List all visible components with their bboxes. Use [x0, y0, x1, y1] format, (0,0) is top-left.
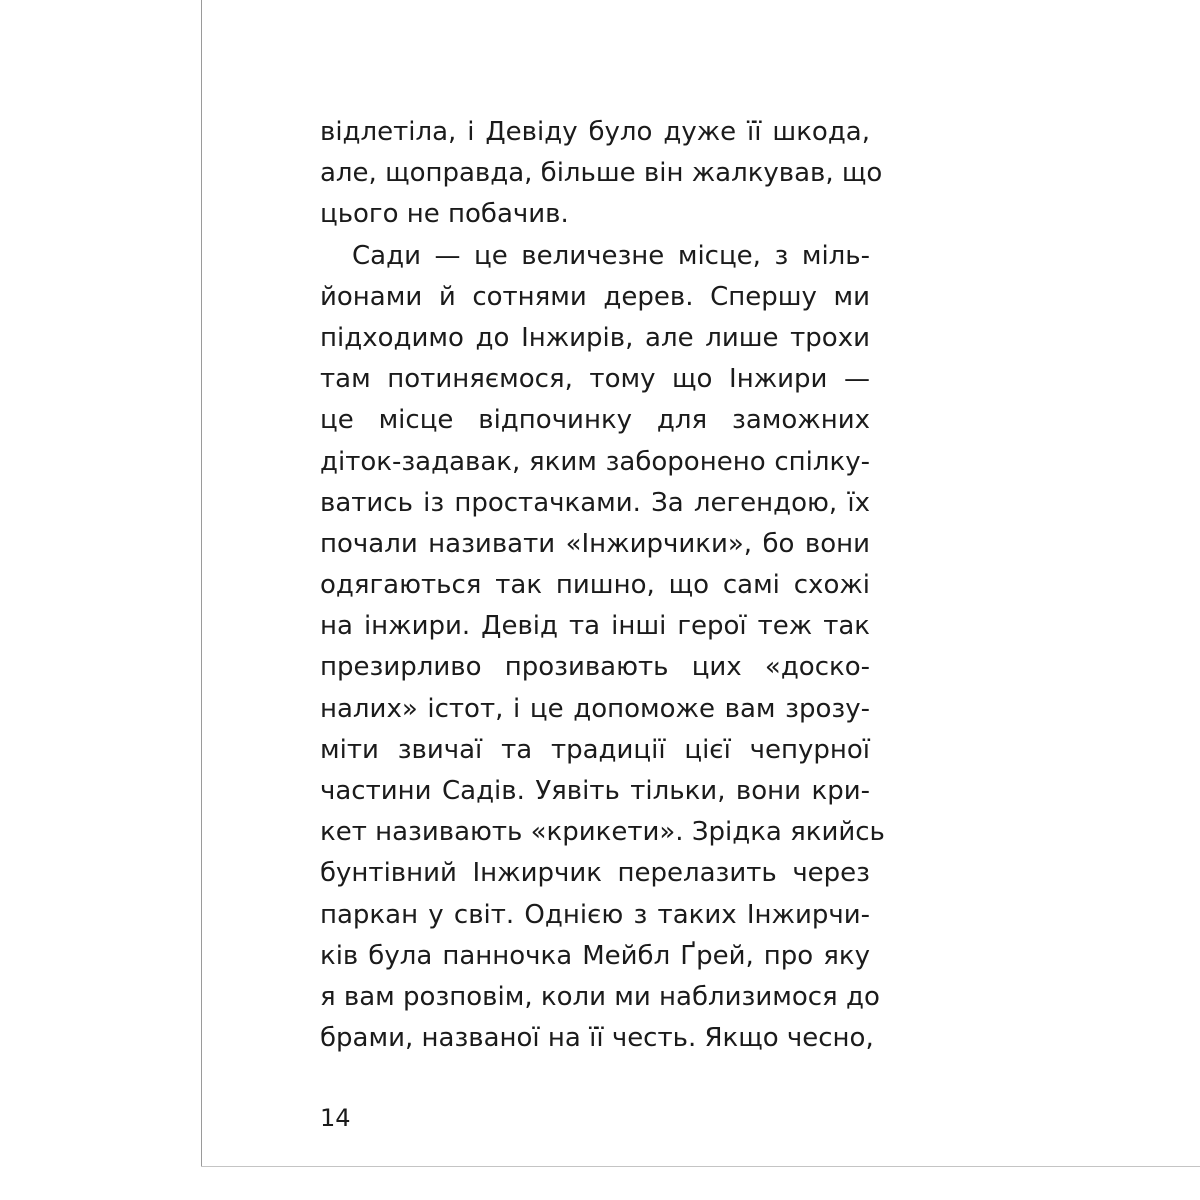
text-line: йонами й сотнями дерев. Спершу ми — [320, 281, 870, 312]
body-text — [320, 112, 885, 1059]
text-line: відлетіла, і Девіду було дуже її шкода, — [320, 117, 870, 147]
text-line: цього не побачив. — [320, 199, 569, 230]
text-line: частини Садів. Уявіть тільки, вони кри- — [320, 776, 870, 806]
text-line: ватись із простачками. За легендою, їх — [320, 487, 870, 518]
text-line: паркан у світ. Однією з таких Інжирчи- — [320, 899, 870, 930]
text-line: ків була панночка Мейбл Ґрей, про яку — [320, 940, 870, 971]
text-line: одягаються так пишно, що самі схожі — [320, 570, 870, 601]
text-line: діток-задавак, яким заборонено спілку- — [320, 446, 870, 477]
text-line: міти звичаї та традиції цієї чепурної — [320, 734, 870, 765]
text-line: це місце відпочинку для заможних — [320, 405, 870, 436]
text-line: підходимо до Інжирів, але лише трохи — [320, 322, 870, 353]
text-line: я вам розповім, коли ми наблизимося до — [320, 981, 880, 1012]
text-line: але, щоправда, більше він жалкував, що — [320, 158, 883, 189]
text-line: Сади — це величезне місце, з міль- — [352, 240, 870, 271]
text-line: презирливо прозивають цих «доско- — [320, 652, 870, 683]
text-line: почали називати «Інжирчики», бо вони — [320, 528, 870, 559]
page-edge-bottom — [201, 1166, 1200, 1167]
text-line: на інжири. Девід та інші герої теж так — [320, 611, 870, 642]
text-line: налих» істот, і це допоможе вам зрозу- — [320, 693, 870, 724]
page-edge-left — [201, 0, 202, 1166]
text-line: бунтівний Інжирчик перелазить через — [320, 858, 870, 889]
text-line: брами, названої на її честь. Якщо чесно, — [320, 1023, 874, 1054]
page-number: 14 — [320, 1104, 351, 1132]
text-line: кет називають «крикети». Зрідка якийсь — [320, 817, 885, 848]
text-line: там потиняємося, тому що Інжири — — [320, 364, 870, 395]
